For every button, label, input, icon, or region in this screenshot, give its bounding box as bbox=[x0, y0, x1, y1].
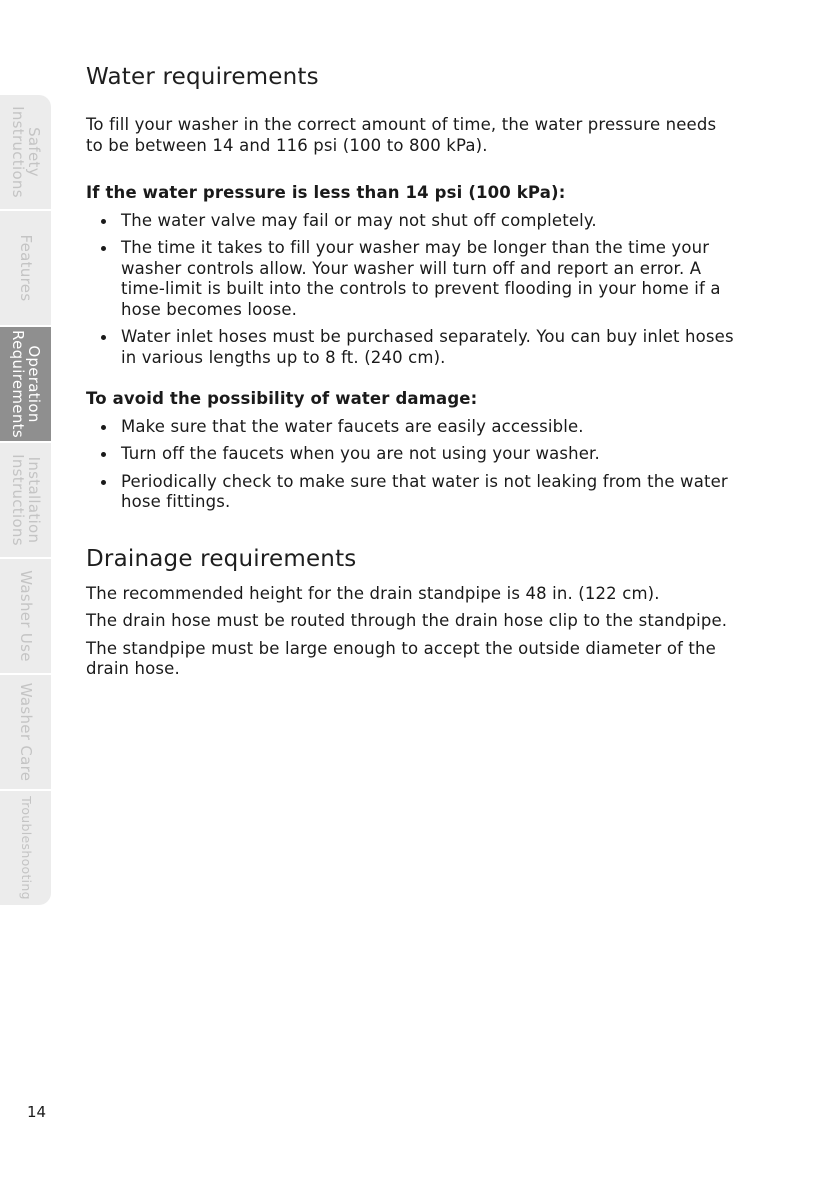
list-item: Turn off the faucets when you are not using your washer. bbox=[86, 444, 736, 465]
drainage-paragraph: The drain hose must be routed through the drain hose clip to the standpipe. bbox=[86, 611, 728, 630]
tab-washer-care[interactable] bbox=[0, 675, 51, 789]
tab-label: Installation Instructions bbox=[8, 454, 43, 546]
tab-troubleshooting[interactable] bbox=[0, 791, 51, 905]
drainage-requirements-title: Drainage requirements bbox=[86, 545, 357, 572]
page-content bbox=[86, 64, 736, 680]
water-requirements-title: Water requirements bbox=[86, 64, 319, 90]
water-damage-heading: To avoid the possibility of water damage: bbox=[86, 389, 478, 408]
tab-safety-instructions[interactable] bbox=[0, 95, 51, 209]
drainage-paragraph: The recommended height for the drain standpipe is 48 in. (122 cm). bbox=[86, 583, 660, 603]
list-item: The time it takes to fill your washer may be longer than the time your washer controls allow. Your washer will turn off and report an error. A time-limit is built into the controls to prevent flooding in your home if a hose becomes loose. bbox=[86, 238, 736, 320]
water-damage-list bbox=[86, 417, 736, 513]
tab-label: Washer Care bbox=[16, 682, 35, 782]
list-item: Periodically check to make sure that water is not leaking from the water hose fittings. bbox=[86, 472, 736, 513]
tab-label: Safety Instructions bbox=[8, 106, 43, 198]
tab-label: Troubleshooting bbox=[18, 796, 34, 900]
tab-features[interactable] bbox=[0, 211, 51, 325]
tab-label: Features bbox=[16, 234, 35, 302]
low-pressure-list bbox=[86, 211, 736, 369]
tab-label: Operation Requirements bbox=[8, 330, 43, 438]
water-requirements-section bbox=[86, 64, 736, 513]
list-item: Water inlet hoses must be purchased separately. You can buy inlet hoses in various lengths up to 8 ft. (240 cm). bbox=[86, 327, 736, 368]
tab-label: Washer Use bbox=[16, 570, 35, 662]
section-tabs bbox=[0, 95, 51, 905]
tab-installation-instructions[interactable] bbox=[0, 443, 51, 557]
low-pressure-heading: If the water pressure is less than 14 psi (100 kPa): bbox=[86, 183, 566, 202]
tab-washer-use[interactable] bbox=[0, 559, 51, 673]
page-number: 14 bbox=[27, 1103, 47, 1121]
drainage-paragraph: The standpipe must be large enough to accept the outside diameter of the drain hose. bbox=[86, 638, 716, 678]
water-intro: To fill your washer in the correct amount of time, the water pressure needs to be between 14 and 116 psi (100 to 800 kPa). bbox=[86, 115, 717, 155]
list-item: The water valve may fail or may not shut off completely. bbox=[86, 211, 736, 232]
tab-operation-requirements[interactable] bbox=[0, 327, 51, 441]
drainage-requirements-section bbox=[86, 546, 736, 680]
list-item: Make sure that the water faucets are easily accessible. bbox=[86, 417, 736, 438]
